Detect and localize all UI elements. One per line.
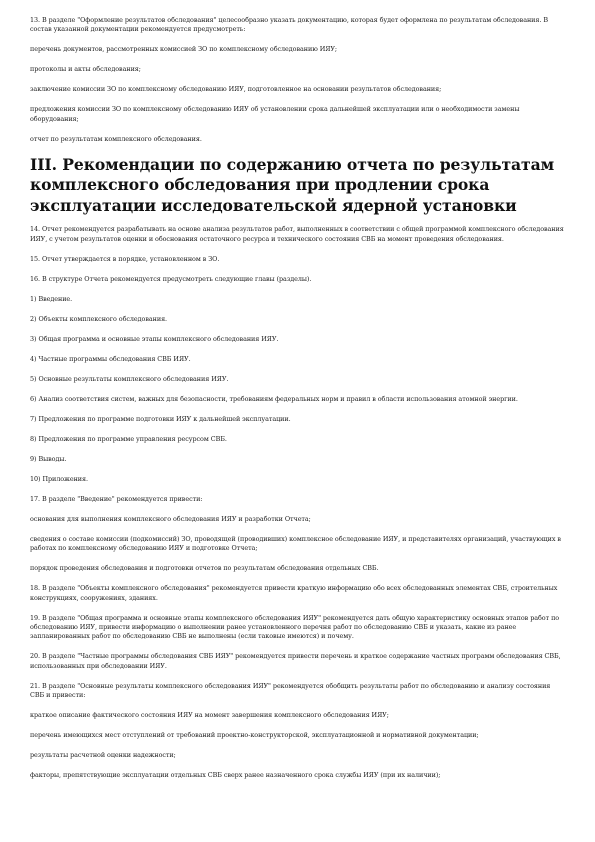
paragraph: краткое описание фактического состояния ИЯУ на момент завершения комплексного обследования ИЯУ; [30,711,389,720]
paragraph: 6) Анализ соответствия систем, важных для безопасности, требованиям федеральных норм и правил в области использования атомной энергии. [30,394,518,403]
paragraph: отчет по результатам комплексного обследования. [30,134,202,143]
paragraph: результаты расчетной оценки надежности; [30,751,176,760]
paragraph: основания для выполнения комплексного обследования ИЯУ и разработки Отчета; [30,514,311,523]
paragraph: 15. Отчет утверждается в порядке, установленном в ЗО. [30,254,220,263]
paragraph: 10) Приложения. [30,474,88,483]
paragraph: 16. В структуре Отчета рекомендуется предусмотреть следующие главы (разделы). [30,274,312,283]
paragraph: перечень имеющихся мест отступлений от требований проектно-конструкторской, эксплуатационной и нормативной документации; [30,731,479,740]
section-2-tail [30,16,565,144]
paragraph: 1) Введение. [30,294,73,303]
paragraph: 3) Общая программа и основные этапы комплексного обследования ИЯУ. [30,334,279,343]
paragraph: 7) Предложения по программе подготовки ИЯУ к дальнейшей эксплуатации. [30,414,291,423]
paragraph: протоколы и акты обследования; [30,65,141,74]
paragraph: факторы, препятствующие эксплуатации отдельных СВБ сверх ранее назначенного срока службы ИЯУ (при их наличии); [30,771,441,780]
paragraph: 2) Объекты комплексного обследования. [30,314,168,323]
paragraph: 13. В разделе "Оформление результатов обследования" целесообразно указать документацию, которая будет оформлена по результатам обследования. В состав указанной документации рекомендуется предусмотреть: [30,16,548,34]
paragraph: 21. В разделе "Основные результаты комплексного обследования ИЯУ" рекомендуется обобщить результаты работ по обследованию и анализу состояния СВБ и привести: [30,681,551,700]
paragraph: предложения комиссии ЗО по комплексному обследованию ИЯУ об установлении срока дальнейшей эксплуатации или о необходимости замены оборудования; [30,105,520,123]
paragraph: 8) Предложения по программе управления ресурсом СВБ. [30,434,227,443]
paragraph: 9) Выводы. [30,454,67,463]
paragraph: перечень документов, рассмотренных комиссией ЗО по комплексному обследованию ИЯУ; [30,45,337,54]
paragraph: 4) Частные программы обследования СВБ ИЯУ. [30,354,191,363]
paragraph: 5) Основные результаты комплексного обследования ИЯУ. [30,374,229,383]
document-page [30,16,565,791]
paragraph: 19. В разделе "Общая программа и основные этапы комплексного обследования ИЯУ" рекомендуется дать общую характеристику основных этапов работ по обследованию ИЯУ, привести информацию о выполнении ранее установленного перечня работ по обследованию СВБ и указать, какие из ранее запланированных работ по обследованию СВБ не выполнены (если таковые имеются) и почему. [30,613,560,641]
paragraph: сведения о составе комиссии (подкомиссий) ЗО, проводящей (проводивших) комплексное обследование ИЯУ, и представителях организаций, участвующих в работах по комплексному обследованию ИЯУ и подготовке Отчета; [30,534,561,553]
paragraph: 18. В разделе "Объекты комплексного обследования" рекомендуется привести краткую информацию обо всех обследованных элементах СВБ, строительных конструкциях, сооружениях, зданиях. [30,584,558,602]
paragraph: заключение комиссии ЗО по комплексному обследованию ИЯУ, подготовленное на основании результатов обследования; [30,85,442,94]
paragraph: порядок проведения обследования и подготовки отчетов по результатам обследования отдельных СВБ. [30,564,379,573]
section-3-body [30,225,565,780]
paragraph: 17. В разделе "Введение" рекомендуется привести: [30,494,203,503]
paragraph: 20. В разделе "Частные программы обследования СВБ ИЯУ" рекомендуется привести перечень и краткое содержание частных программ обследования СВБ, использованных при обследовании ИЯУ. [30,652,561,670]
section-3-heading: III. Рекомендации по содержанию отчета по результатам комплексного обследования при продлении срока эксплуатации исследовательской ядерной установки [30,154,555,215]
paragraph: 14. Отчет рекомендуется разрабатывать на основе анализа результатов работ, выполненных в соответствии с общей программой комплексного обследования ИЯУ, с учетом результатов оценки и обоснования остаточного ресурса и технического состояния СВБ на момент проведения обследования. [30,225,564,243]
